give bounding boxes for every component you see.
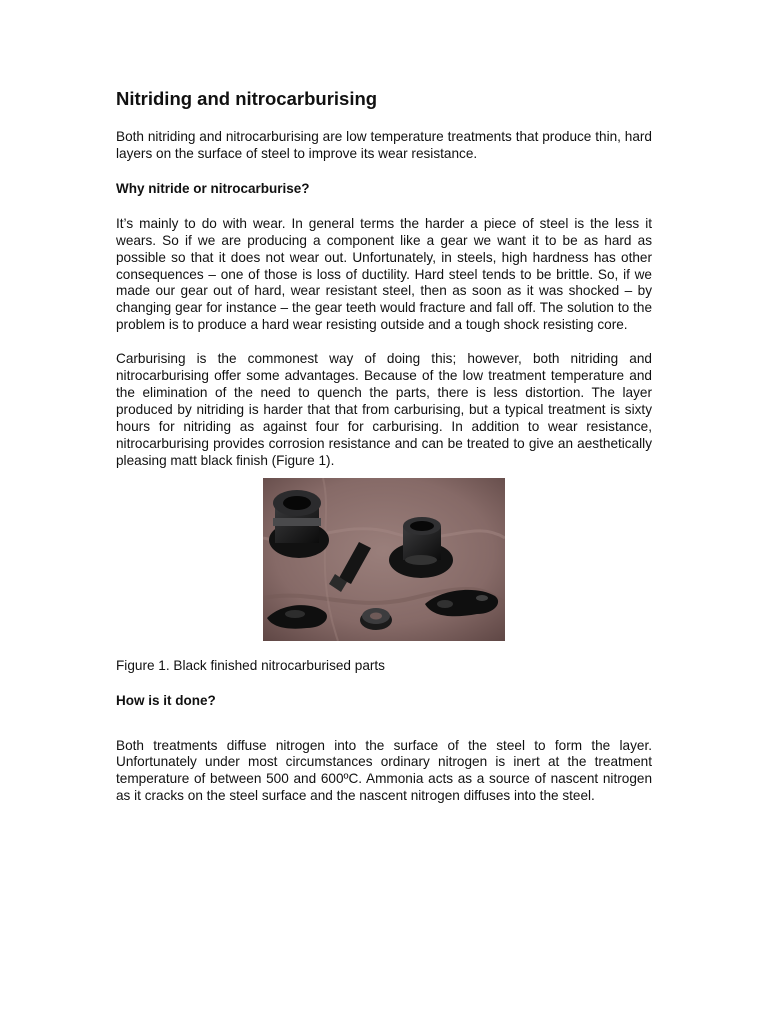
paragraph-wear: It’s mainly to do with wear. In general terms the harder a piece of steel is the less it wears. So if we are producing a component like a gear we want it to be as hard as possible so that it does not wear out. Unfortunately, in steels, high hardness has other consequences – one of those is loss of ductility. Hard steel tends to be brittle. So, if we made our gear out of hard, wear resistant steel, then as soon as it was shocked – by changing gear for instance – the gear teeth would fracture and fall off. The solution to the problem is to produce a hard wear resisting outside and a tough shock resisting core. (116, 215, 652, 333)
section-heading-how: How is it done? (116, 692, 216, 708)
nitrocarburised-parts-photo (263, 478, 505, 641)
figure-caption: Figure 1. Black finished nitrocarburised parts (116, 657, 385, 673)
paragraph-diffusion: Both treatments diffuse nitrogen into the surface of the steel to form the layer. Unfortunately under most circumstances ordinary nitrogen is inert at the treatment temperature of between 500 and 600ºC. Ammonia acts as a source of nascent nitrogen as it cracks on the steel surface and the nascent nitrogen diffuses into the steel. (116, 737, 652, 804)
nut-part (360, 608, 392, 630)
document-title: Nitriding and nitrocarburising (116, 88, 378, 109)
section-heading-why: Why nitride or nitrocarburise? (116, 180, 310, 196)
cylindrical-gear-part (269, 490, 329, 558)
paragraph-carburising: Carburising is the commonest way of doing this; however, both nitriding and nitrocarburising offer some advantages. Because of the low treatment temperature and the elimination of the need to quench the parts, there is less distortion. The layer produced by nitriding is harder that that from carburising, but a typical treatment is sixty hours for nitriding as against four for carburising. In addition to wear resistance, nitrocarburising provides corrosion resistance and can be treated to give an aesthetically pleasing matt black finish (Figure 1). (116, 351, 652, 468)
intro-paragraph: Both nitriding and nitrocarburising are low temperature treatments that produce thin, hard layers on the surface of steel to improve its wear resistance. (116, 129, 652, 161)
document-page (116, 88, 652, 822)
figure-photo (263, 478, 505, 641)
